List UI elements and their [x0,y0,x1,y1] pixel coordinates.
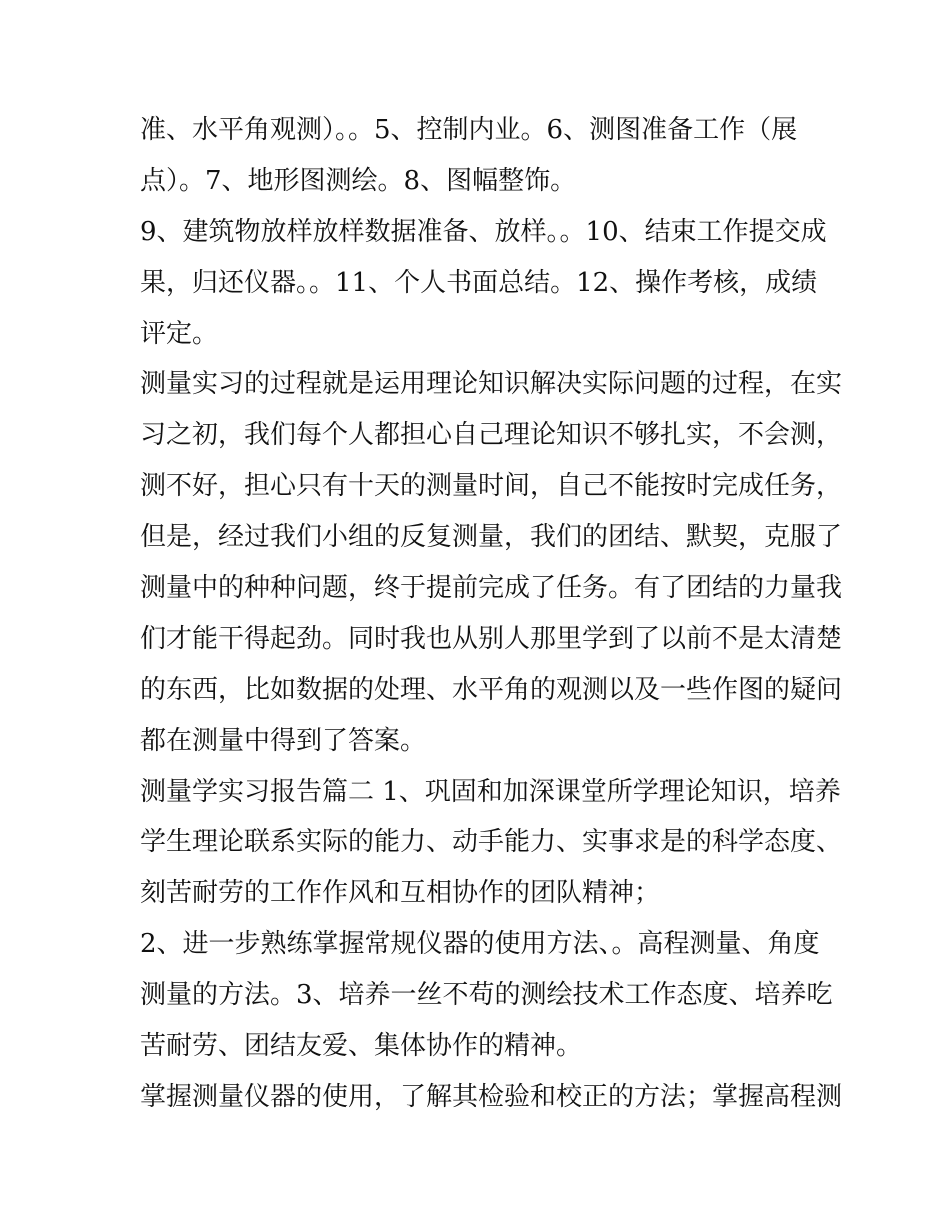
text-line: 9、建筑物放样放样数据准备、放样。。10、结束工作提交成 [140,216,827,247]
text-line: 学生理论联系实际的能力、动手能力、实事求是的科学态度、 [140,827,843,858]
text-line: 刻苦耐劳的工作作风和互相协作的团队精神； [140,878,661,909]
text-line: 都在测量中得到了答案。 [140,725,427,756]
text-line: 们才能干得起劲。同时我也从别人那里学到了以前不是太清楚 [140,623,843,654]
text-line: 测量实习的过程就是运用理论知识解决实际问题的过程，在实 [140,369,843,400]
text-line: 习之初，我们每个人都担心自己理论知识不够扎实，不会测， [140,420,843,451]
text-line: 点）。7、地形图测绘。8、图幅整饰。 [140,165,577,196]
text-line: 测量的方法。3、培养一丝不苟的测绘技术工作态度、培养吃 [140,980,833,1011]
text-line: 2、进一步熟练掌握常规仪器的使用方法、。高程测量、角度 [140,929,820,960]
paragraph [140,366,843,773]
text-line: 测不好，担心只有十天的测量时间，自己不能按时完成任务， [140,471,843,502]
text-line: 果，归还仪器。。11、个人书面总结。12、操作考核，成绩 [140,267,818,298]
text-line: 但是，经过我们小组的反复测量，我们的团结、默契，克服了 [140,522,843,553]
text-line: 准、水平角观测）。。5、控制内业。6、测图准备工作（展 [140,115,798,145]
paragraph [140,926,833,1079]
text-line: 苦耐劳、团结友爱、集体协作的精神。 [140,1031,583,1062]
paragraph [140,112,830,214]
paragraph [140,1079,843,1130]
text-line: 测量学实习报告篇二 1、巩固和加深课堂所学理论知识，培养 [140,776,841,807]
text-line: 测量中的种种问题，终于提前完成了任务。有了团结的力量我 [140,573,843,604]
text-line: 评定。 [140,318,219,349]
paragraph [140,214,830,367]
document-body [140,112,843,1130]
paragraph [140,774,843,927]
text-line: 掌握测量仪器的使用，了解其检验和校正的方法；掌握高程测 [140,1081,843,1112]
text-line: 的东西，比如数据的处理、水平角的观测以及一些作图的疑问 [140,674,843,705]
